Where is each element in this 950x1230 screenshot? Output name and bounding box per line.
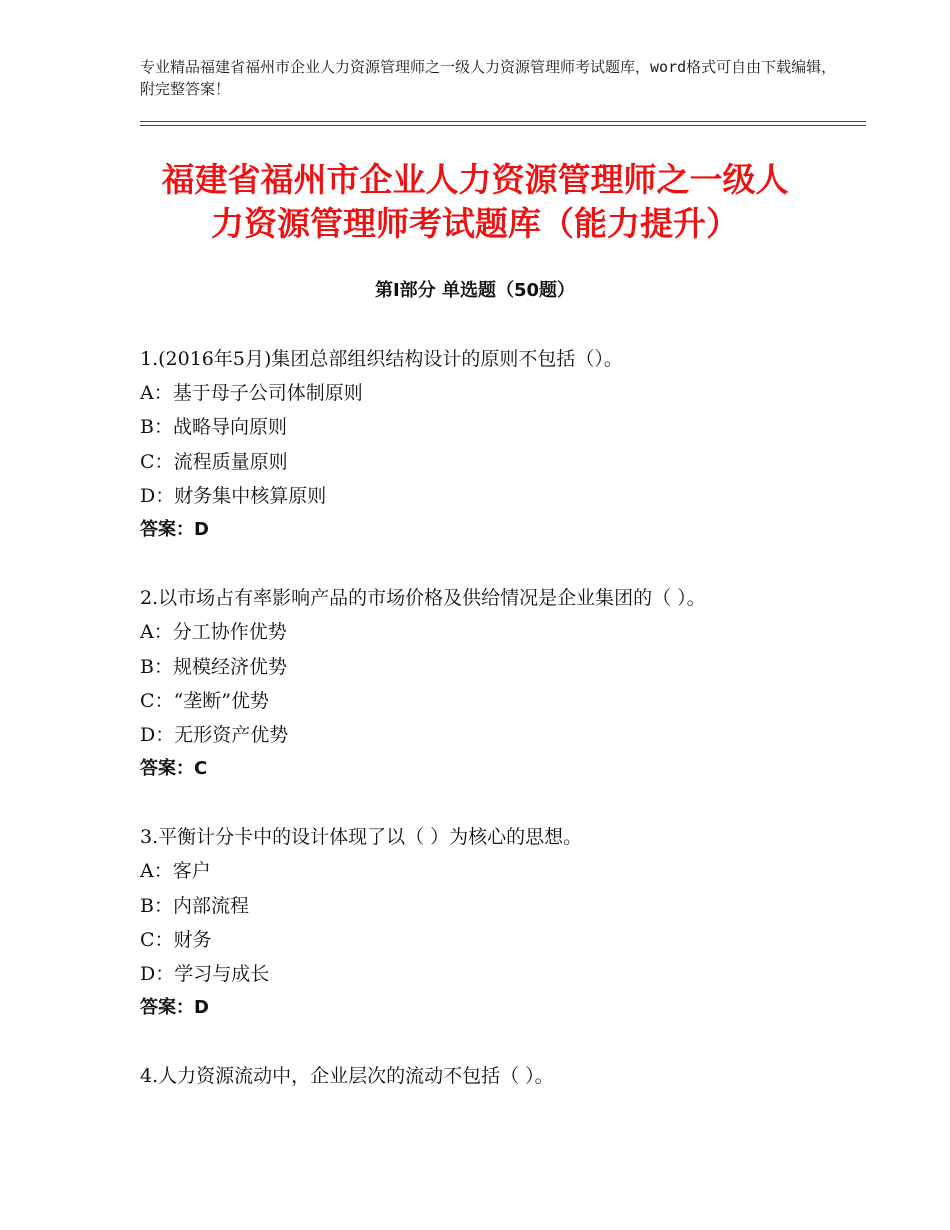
option-text: 流程质量原则 xyxy=(173,450,288,473)
answer-option: A：客户 xyxy=(140,860,211,883)
document-title-line-1: 福建省福州市企业人力资源管理师之一级人 xyxy=(161,160,789,199)
question-item xyxy=(140,581,860,786)
answer-option: B：规模经济优势 xyxy=(140,655,287,678)
answer-value: D xyxy=(194,518,209,540)
answer-option: B：战略导向原则 xyxy=(140,416,287,439)
option-letter: D xyxy=(140,963,156,985)
option-text: “垄断”优势 xyxy=(173,689,269,712)
answer-line xyxy=(140,513,860,547)
option-text: 规模经济优势 xyxy=(172,655,287,678)
option-letter: C xyxy=(140,689,155,712)
answer-option: B：内部流程 xyxy=(140,894,249,917)
document-title-line-2: 力资源管理师考试题库（能力提升） xyxy=(211,204,739,243)
option-text: 内部流程 xyxy=(172,894,249,917)
question-stem: 1.(2016年5月)集团总部组织结构设计的原则不包括（）。 xyxy=(140,348,623,370)
option-text: 基于母子公司体制原则 xyxy=(172,382,363,405)
question-item xyxy=(140,342,860,547)
answer-option: A：分工协作优势 xyxy=(140,621,287,644)
option-text: 财务集中核算原则 xyxy=(174,484,327,507)
option-letter: D xyxy=(140,484,156,507)
answer-value: D xyxy=(194,997,209,1019)
question-stem: 4.人力资源流动中，企业层次的流动不包括（ ）。 xyxy=(140,1065,554,1088)
answer-line xyxy=(140,752,860,786)
question-item xyxy=(140,1059,860,1093)
header-note: 专业精品福建省福州市企业人力资源管理师之一级人力资源管理师考试题库，word格式可自由下载编辑，附完整答案！ xyxy=(140,58,837,98)
option-text: 无形资产优势 xyxy=(174,723,289,746)
answer-option: C：财务 xyxy=(140,928,212,951)
document-title xyxy=(100,158,850,246)
question-stem: 3.平衡计分卡中的设计体现了以（ ）为核心的思想。 xyxy=(140,826,583,849)
option-letter: B xyxy=(140,894,154,917)
option-text: 客户 xyxy=(172,860,211,883)
answer-label: 答案： xyxy=(140,997,194,1019)
section-heading: 第Ⅰ部分 单选题（50题） xyxy=(374,280,575,301)
option-text: 分工协作优势 xyxy=(172,621,287,644)
option-text: 财务 xyxy=(173,928,212,951)
answer-label: 答案： xyxy=(140,758,194,780)
header-divider xyxy=(140,121,866,122)
option-letter: B xyxy=(140,655,154,678)
option-letter: A xyxy=(140,860,154,883)
option-text: 学习与成长 xyxy=(174,963,270,985)
answer-option: A：基于母子公司体制原则 xyxy=(140,382,363,405)
question-list xyxy=(140,342,860,1128)
answer-label: 答案： xyxy=(140,518,194,540)
option-letter: D xyxy=(140,723,156,746)
header-divider-secondary xyxy=(140,125,866,126)
answer-value: C xyxy=(194,758,208,780)
option-letter: A xyxy=(140,621,154,644)
answer-option: D：无形资产优势 xyxy=(140,723,289,746)
option-letter: A xyxy=(140,382,154,405)
question-stem: 2.以市场占有率影响产品的市场价格及供给情况是企业集团的（ ）。 xyxy=(140,587,706,610)
question-item xyxy=(140,820,860,1025)
option-letter: B xyxy=(140,416,154,439)
answer-option: D：学习与成长 xyxy=(140,963,270,985)
option-letter: C xyxy=(140,450,155,473)
answer-option: C：“垄断”优势 xyxy=(140,689,269,712)
answer-option: D：财务集中核算原则 xyxy=(140,484,327,507)
answer-line xyxy=(140,991,860,1025)
option-letter: C xyxy=(140,928,155,951)
answer-option: C：流程质量原则 xyxy=(140,450,288,473)
option-text: 战略导向原则 xyxy=(172,416,287,439)
